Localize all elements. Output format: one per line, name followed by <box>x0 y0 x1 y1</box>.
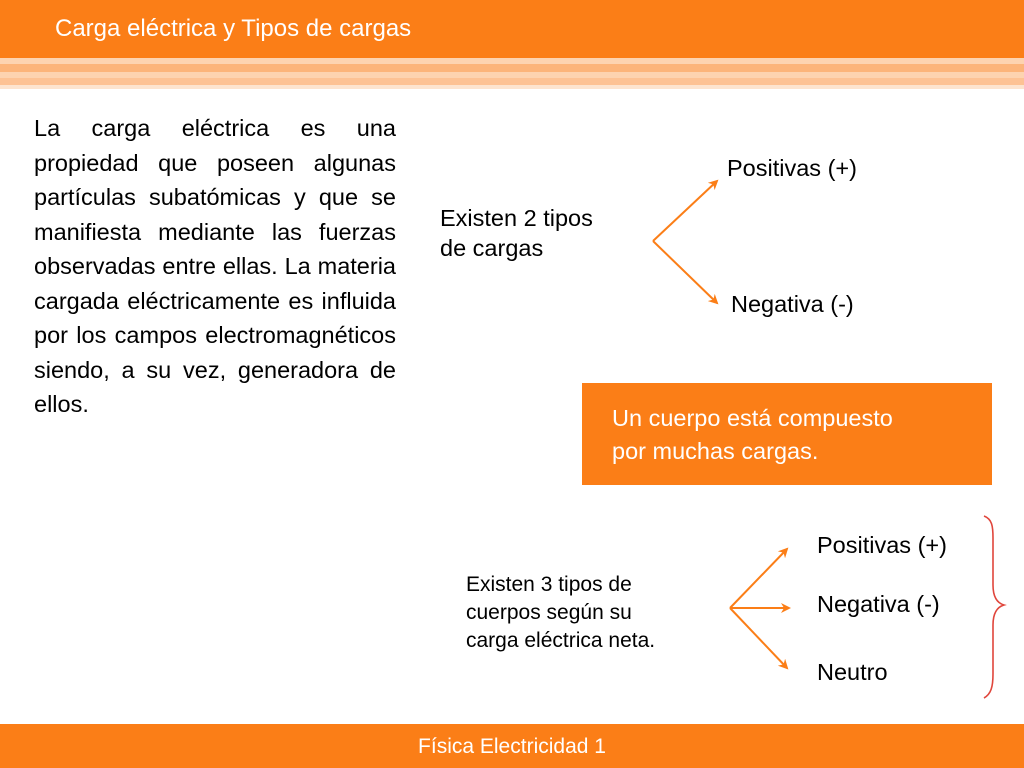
charge-types-intro-line1: Existen 2 tipos <box>440 205 593 231</box>
footer-text: Física Electricidad 1 <box>418 735 606 758</box>
charge-positive-label: Positivas (+) <box>727 155 857 181</box>
footer-bar <box>0 724 1024 768</box>
arrow-icon <box>730 608 787 668</box>
arrow-icon <box>653 241 717 303</box>
callout-line1: Un cuerpo está compuesto <box>612 405 893 431</box>
callout-box <box>582 383 992 485</box>
arrow-icon <box>730 549 787 608</box>
header-bar <box>0 0 1024 58</box>
arrow-icon <box>653 181 717 241</box>
charge-negative-label: Negativa (-) <box>731 291 854 317</box>
body-neutral-label: Neutro <box>817 659 888 685</box>
header-stripe-4 <box>0 78 1024 85</box>
right-curly-brace <box>984 516 1004 698</box>
slide-title: Carga eléctrica y Tipos de cargas <box>55 15 412 42</box>
header-stripe-5 <box>0 85 1024 89</box>
header-stripe-2 <box>0 64 1024 72</box>
callout-text <box>612 402 972 468</box>
definition-paragraph: La carga eléctrica es una propiedad que poseen algunas partículas subatómicas y que se manifiesta mediante las fuerzas observadas entre ellas. La materia cargada eléctricamente es influida por los campos electromagnéticos siendo, a su vez, generadora de ellos. <box>34 115 396 417</box>
body-types-intro <box>466 571 655 655</box>
charge-types-intro <box>440 203 593 263</box>
body-types-intro-line3: carga eléctrica neta. <box>466 629 656 652</box>
body-negative-label: Negativa (-) <box>817 591 940 617</box>
charge-types-intro-line2: de cargas <box>440 235 544 261</box>
callout-line2: por muchas cargas. <box>612 438 819 464</box>
body-positive-label: Positivas (+) <box>817 532 947 558</box>
body-types-intro-line2: cuerpos según su <box>466 601 632 624</box>
body-types-intro-line1: Existen 3 tipos de <box>466 573 632 596</box>
